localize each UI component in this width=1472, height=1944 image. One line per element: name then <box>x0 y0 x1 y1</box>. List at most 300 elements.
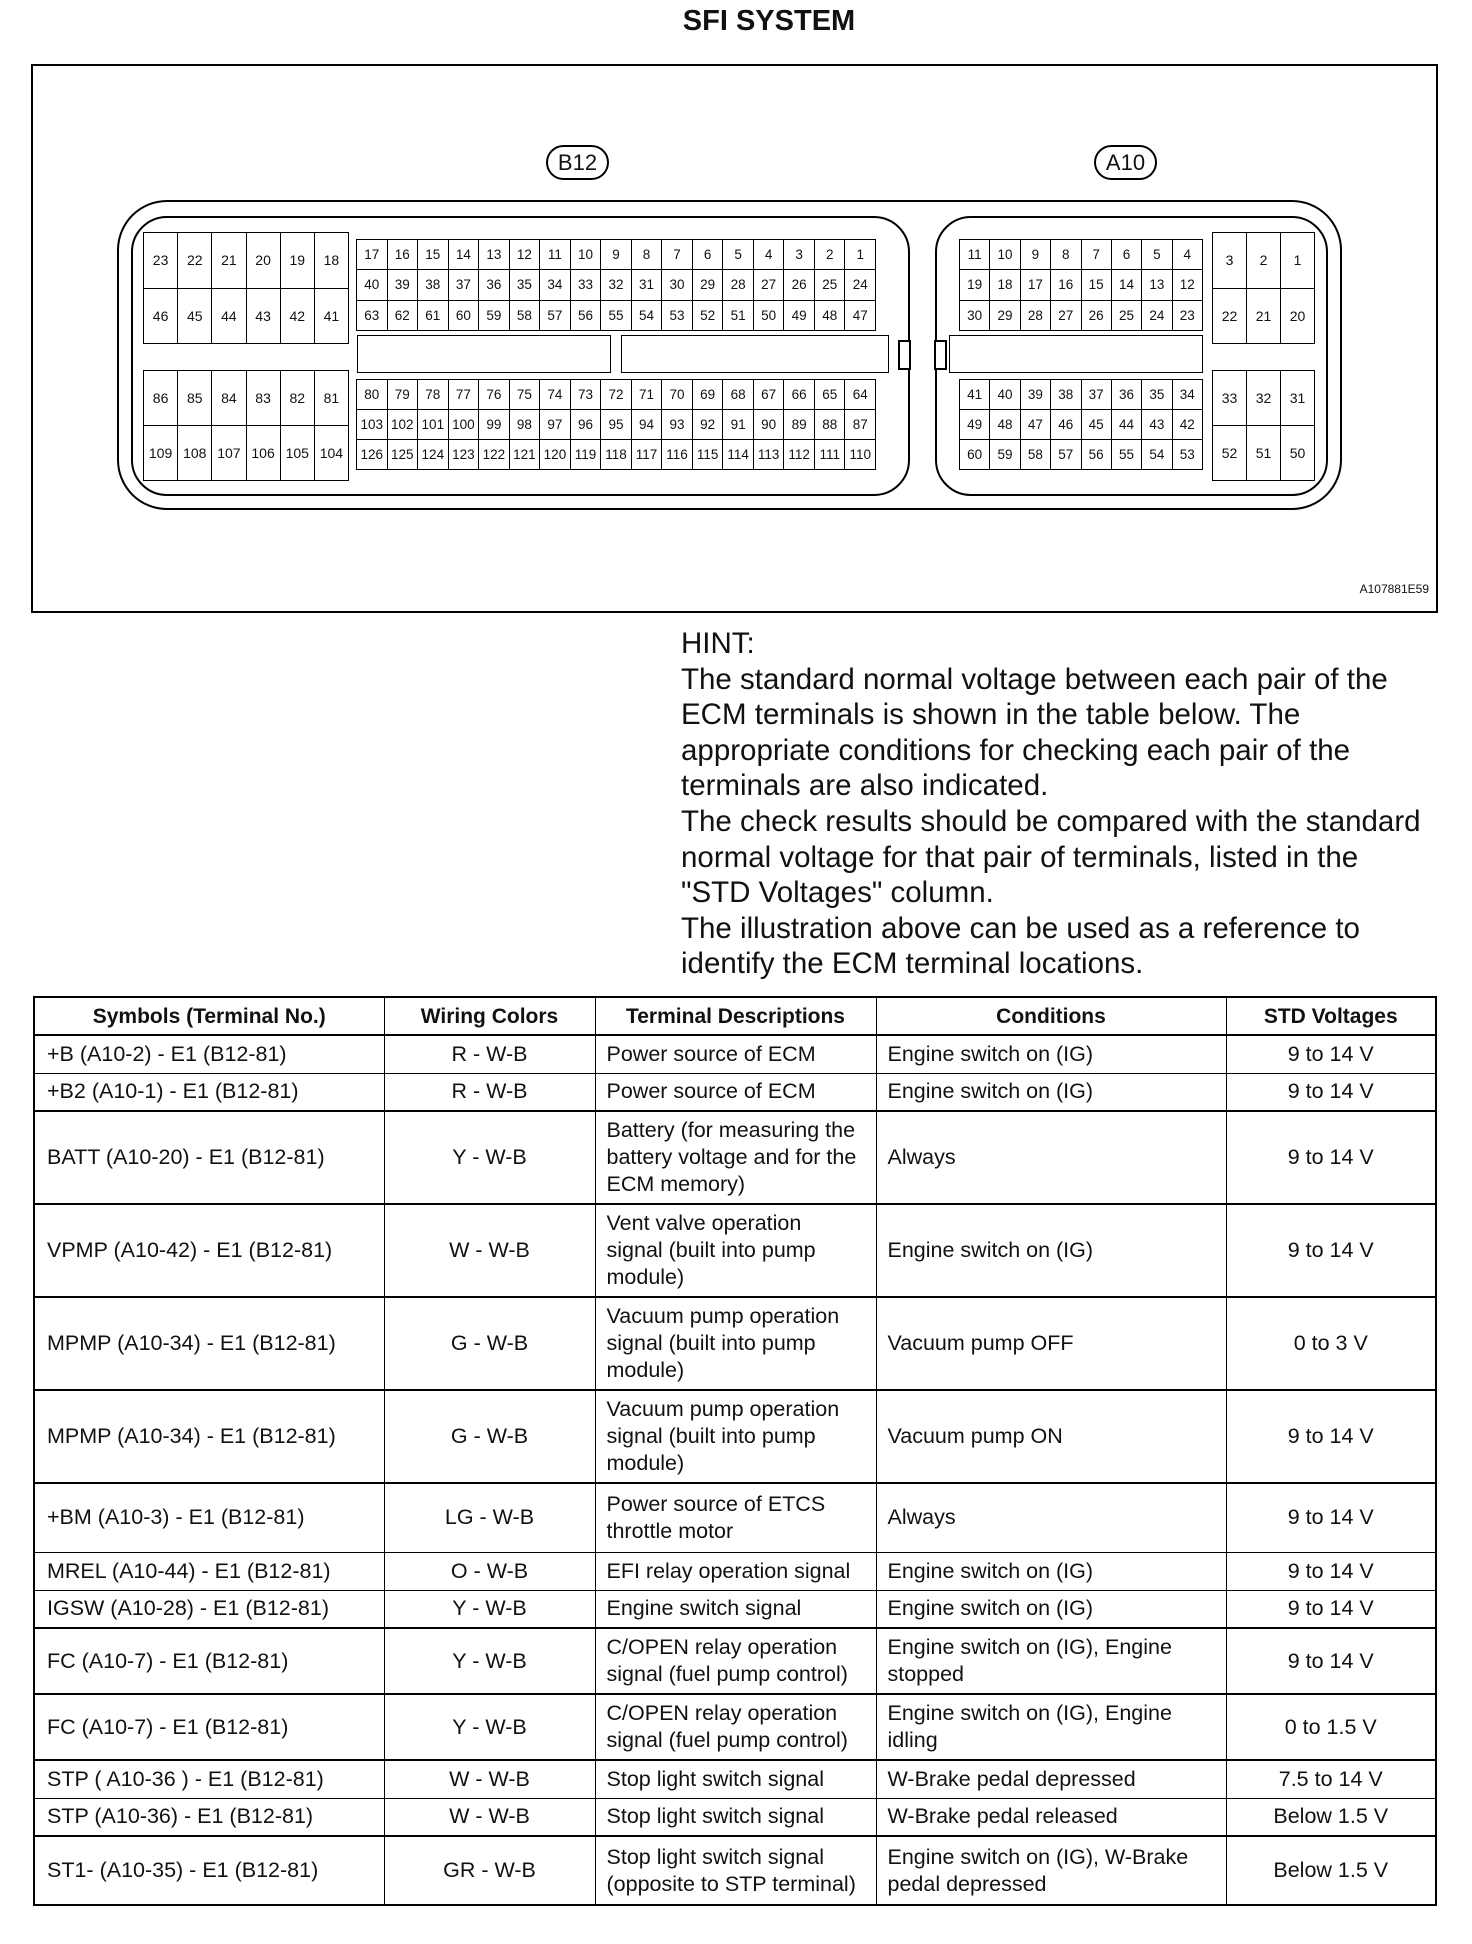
table-body <box>34 1035 1436 1905</box>
connector-label-a10: A10 <box>1094 145 1157 180</box>
pin-b12-8: 8 <box>632 240 662 269</box>
table-row <box>34 1628 1436 1694</box>
pin-a10-43: 43 <box>1142 410 1171 439</box>
pin-b12-104: 104 <box>315 426 348 480</box>
pin-b12-26: 26 <box>784 270 814 299</box>
pin-b12-48: 48 <box>815 301 845 330</box>
conditions-cell: Always <box>876 1483 1226 1552</box>
hint-line: The check results should be compared with the standard <box>681 804 1421 838</box>
pin-b12-7: 7 <box>662 240 692 269</box>
pin-b12-103: 103 <box>357 410 387 439</box>
wiring-colors-cell: O - W-B <box>384 1552 595 1590</box>
hint-line: identify the ECM terminal locations. <box>681 947 1144 981</box>
std-voltages-cell: 9 to 14 V <box>1226 1035 1436 1073</box>
std-voltages-cell: 7.5 to 14 V <box>1226 1760 1436 1798</box>
pin-a10-17: 17 <box>1021 270 1050 299</box>
wiring-colors-cell: R - W-B <box>384 1073 595 1111</box>
terminal-description-cell: C/OPEN relay operation signal (fuel pump control) <box>595 1628 876 1694</box>
terminal-symbols-cell: ST1- (A10-35) - E1 (B12-81) <box>34 1836 384 1905</box>
terminal-description-cell: Stop light switch signal <box>595 1760 876 1798</box>
pin-a10-52: 52 <box>1213 426 1246 480</box>
pin-b12-15: 15 <box>418 240 448 269</box>
pin-b12-99: 99 <box>479 410 509 439</box>
conditions-cell: Vacuum pump OFF <box>876 1297 1226 1390</box>
pin-a10-22: 22 <box>1213 289 1246 344</box>
pin-b12-58: 58 <box>510 301 540 330</box>
pin-b12-102: 102 <box>388 410 418 439</box>
pin-a10-39: 39 <box>1021 380 1050 409</box>
pin-b12-1: 1 <box>845 240 875 269</box>
pin-b12-75: 75 <box>510 380 540 409</box>
a10-lower-main-pin-block <box>959 379 1203 470</box>
pin-b12-92: 92 <box>693 410 723 439</box>
std-voltages-cell: 9 to 14 V <box>1226 1628 1436 1694</box>
terminal-symbols-cell: +B (A10-2) - E1 (B12-81) <box>34 1035 384 1073</box>
pin-b12-23: 23 <box>144 233 177 288</box>
b12-lower-side-pin-block <box>143 370 349 481</box>
table-header-row <box>34 997 1436 1035</box>
pin-a10-57: 57 <box>1051 440 1080 469</box>
pin-b12-95: 95 <box>601 410 631 439</box>
pin-a10-12: 12 <box>1173 270 1202 299</box>
hint-line: appropriate conditions for checking each pair of the <box>681 733 1351 767</box>
terminal-description-cell: Engine switch signal <box>595 1590 876 1628</box>
a10-upper-side-pin-block <box>1212 232 1315 344</box>
pin-a10-19: 19 <box>960 270 989 299</box>
connector-label-b12: B12 <box>546 145 609 180</box>
pin-b12-16: 16 <box>388 240 418 269</box>
std-voltages-cell: 0 to 1.5 V <box>1226 1694 1436 1760</box>
pin-b12-84: 84 <box>212 371 245 425</box>
pin-a10-59: 59 <box>990 440 1019 469</box>
table-row <box>34 1035 1436 1073</box>
b12-upper-main-pin-block <box>356 239 876 331</box>
hint-line: normal voltage for that pair of terminals, listed in the <box>681 840 1359 874</box>
pin-b12-68: 68 <box>723 380 753 409</box>
terminal-description-cell: Vacuum pump operation signal (built into pump module) <box>595 1390 876 1483</box>
pin-a10-2: 2 <box>1247 233 1280 288</box>
pin-b12-69: 69 <box>693 380 723 409</box>
pin-a10-46: 46 <box>1051 410 1080 439</box>
pin-b12-31: 31 <box>632 270 662 299</box>
pin-b12-120: 120 <box>540 440 570 469</box>
header-std-voltages: STD Voltages <box>1226 997 1436 1035</box>
pin-a10-55: 55 <box>1112 440 1141 469</box>
conditions-cell: Engine switch on (IG), W-Brake pedal depressed <box>876 1836 1226 1905</box>
pin-b12-67: 67 <box>754 380 784 409</box>
pin-b12-122: 122 <box>479 440 509 469</box>
table-row <box>34 1204 1436 1297</box>
pin-b12-64: 64 <box>845 380 875 409</box>
wiring-colors-cell: Y - W-B <box>384 1628 595 1694</box>
ecm-terminal-voltage-table <box>33 996 1437 1906</box>
pin-b12-73: 73 <box>571 380 601 409</box>
pin-b12-74: 74 <box>540 380 570 409</box>
wiring-colors-cell: W - W-B <box>384 1798 595 1836</box>
page-title: SFI SYSTEM <box>682 5 856 37</box>
pin-b12-43: 43 <box>247 289 280 344</box>
pin-a10-4: 4 <box>1173 240 1202 269</box>
pin-b12-42: 42 <box>281 289 314 344</box>
std-voltages-cell: 9 to 14 V <box>1226 1552 1436 1590</box>
pin-b12-49: 49 <box>784 301 814 330</box>
pin-b12-87: 87 <box>845 410 875 439</box>
terminal-symbols-cell: +BM (A10-3) - E1 (B12-81) <box>34 1483 384 1552</box>
pin-a10-49: 49 <box>960 410 989 439</box>
pin-b12-35: 35 <box>510 270 540 299</box>
pin-a10-31: 31 <box>1281 371 1314 425</box>
pin-b12-39: 39 <box>388 270 418 299</box>
pin-a10-42: 42 <box>1173 410 1202 439</box>
pin-b12-77: 77 <box>449 380 479 409</box>
pin-a10-7: 7 <box>1082 240 1111 269</box>
pin-a10-13: 13 <box>1142 270 1171 299</box>
pin-b12-62: 62 <box>388 301 418 330</box>
wiring-colors-cell: R - W-B <box>384 1035 595 1073</box>
conditions-cell: Engine switch on (IG) <box>876 1073 1226 1111</box>
pin-a10-28: 28 <box>1021 301 1050 330</box>
connector-a10-latch-notch <box>934 340 947 370</box>
pin-b12-19: 19 <box>281 233 314 288</box>
pin-b12-38: 38 <box>418 270 448 299</box>
pin-a10-23: 23 <box>1173 301 1202 330</box>
pin-b12-88: 88 <box>815 410 845 439</box>
terminal-symbols-cell: FC (A10-7) - E1 (B12-81) <box>34 1628 384 1694</box>
connector-a10-guide-slot <box>949 335 1203 373</box>
conditions-cell: Engine switch on (IG) <box>876 1204 1226 1297</box>
pin-a10-24: 24 <box>1142 301 1171 330</box>
wiring-colors-cell: Y - W-B <box>384 1111 595 1204</box>
pin-b12-13: 13 <box>479 240 509 269</box>
pin-a10-15: 15 <box>1082 270 1111 299</box>
pin-b12-10: 10 <box>571 240 601 269</box>
wiring-colors-cell: Y - W-B <box>384 1694 595 1760</box>
pin-b12-96: 96 <box>571 410 601 439</box>
pin-a10-54: 54 <box>1142 440 1171 469</box>
std-voltages-cell: 9 to 14 V <box>1226 1204 1436 1297</box>
pin-b12-29: 29 <box>693 270 723 299</box>
pin-b12-89: 89 <box>784 410 814 439</box>
table-header <box>34 997 1436 1035</box>
conditions-cell: W-Brake pedal depressed <box>876 1760 1226 1798</box>
pin-a10-36: 36 <box>1112 380 1141 409</box>
pin-b12-123: 123 <box>449 440 479 469</box>
wiring-colors-cell: LG - W-B <box>384 1483 595 1552</box>
hint-block <box>681 626 1421 982</box>
wiring-colors-cell: G - W-B <box>384 1390 595 1483</box>
conditions-cell: Vacuum pump ON <box>876 1390 1226 1483</box>
connector-b12-latch-notch <box>898 340 911 370</box>
pin-b12-14: 14 <box>449 240 479 269</box>
terminal-description-cell: Power source of ECM <box>595 1035 876 1073</box>
pin-b12-63: 63 <box>357 301 387 330</box>
pin-a10-38: 38 <box>1051 380 1080 409</box>
pin-a10-20: 20 <box>1281 289 1314 344</box>
std-voltages-cell: Below 1.5 V <box>1226 1798 1436 1836</box>
pin-a10-21: 21 <box>1247 289 1280 344</box>
pin-b12-46: 46 <box>144 289 177 344</box>
pin-a10-34: 34 <box>1173 380 1202 409</box>
figure-code: A107881E59 <box>1359 582 1429 596</box>
hint-line: The illustration above can be used as a reference to <box>681 911 1360 945</box>
hint-line: ECM terminals is shown in the table below. The <box>681 698 1301 732</box>
pin-b12-11: 11 <box>540 240 570 269</box>
pin-b12-18: 18 <box>315 233 348 288</box>
pin-a10-44: 44 <box>1112 410 1141 439</box>
pin-a10-1: 1 <box>1281 233 1314 288</box>
std-voltages-cell: 9 to 14 V <box>1226 1111 1436 1204</box>
pin-b12-114: 114 <box>723 440 753 469</box>
pin-b12-100: 100 <box>449 410 479 439</box>
pin-a10-18: 18 <box>990 270 1019 299</box>
pin-b12-115: 115 <box>693 440 723 469</box>
pin-b12-27: 27 <box>754 270 784 299</box>
pin-b12-98: 98 <box>510 410 540 439</box>
pin-b12-44: 44 <box>212 289 245 344</box>
pin-b12-91: 91 <box>723 410 753 439</box>
pin-b12-32: 32 <box>601 270 631 299</box>
pin-b12-81: 81 <box>315 371 348 425</box>
std-voltages-cell: 9 to 14 V <box>1226 1483 1436 1552</box>
pin-b12-4: 4 <box>754 240 784 269</box>
table-row <box>34 1694 1436 1760</box>
terminal-symbols-cell: MPMP (A10-34) - E1 (B12-81) <box>34 1390 384 1483</box>
pin-b12-111: 111 <box>815 440 845 469</box>
pin-b12-52: 52 <box>693 301 723 330</box>
pin-b12-65: 65 <box>815 380 845 409</box>
pin-a10-37: 37 <box>1082 380 1111 409</box>
pin-b12-56: 56 <box>571 301 601 330</box>
wiring-colors-cell: G - W-B <box>384 1297 595 1390</box>
pin-a10-5: 5 <box>1142 240 1171 269</box>
terminal-description-cell: Vacuum pump operation signal (built into pump module) <box>595 1297 876 1390</box>
table-row <box>34 1798 1436 1836</box>
pin-a10-53: 53 <box>1173 440 1202 469</box>
pin-a10-11: 11 <box>960 240 989 269</box>
pin-a10-40: 40 <box>990 380 1019 409</box>
header-symbols: Symbols (Terminal No.) <box>34 997 384 1035</box>
terminal-symbols-cell: BATT (A10-20) - E1 (B12-81) <box>34 1111 384 1204</box>
pin-b12-47: 47 <box>845 301 875 330</box>
b12-upper-side-pin-block <box>143 232 349 344</box>
pin-b12-53: 53 <box>662 301 692 330</box>
pin-b12-21: 21 <box>212 233 245 288</box>
pin-b12-76: 76 <box>479 380 509 409</box>
hint-heading: HINT: <box>681 627 755 660</box>
pin-b12-54: 54 <box>632 301 662 330</box>
terminal-description-cell: Vent valve operation signal (built into pump module) <box>595 1204 876 1297</box>
connector-b12-guide-slot <box>621 335 889 373</box>
pin-b12-106: 106 <box>247 426 280 480</box>
pin-b12-28: 28 <box>723 270 753 299</box>
std-voltages-cell: Below 1.5 V <box>1226 1836 1436 1905</box>
terminal-symbols-cell: MREL (A10-44) - E1 (B12-81) <box>34 1552 384 1590</box>
pin-b12-105: 105 <box>281 426 314 480</box>
pin-b12-2: 2 <box>815 240 845 269</box>
pin-a10-50: 50 <box>1281 426 1314 480</box>
conditions-cell: Engine switch on (IG) <box>876 1035 1226 1073</box>
wiring-colors-cell: GR - W-B <box>384 1836 595 1905</box>
pin-b12-70: 70 <box>662 380 692 409</box>
conditions-cell: Engine switch on (IG) <box>876 1552 1226 1590</box>
table-row <box>34 1590 1436 1628</box>
conditions-cell: Engine switch on (IG) <box>876 1590 1226 1628</box>
pin-b12-82: 82 <box>281 371 314 425</box>
terminal-description-cell: Stop light switch signal <box>595 1798 876 1836</box>
table-row <box>34 1483 1436 1552</box>
pin-b12-33: 33 <box>571 270 601 299</box>
pin-b12-86: 86 <box>144 371 177 425</box>
pin-b12-97: 97 <box>540 410 570 439</box>
pin-a10-29: 29 <box>990 301 1019 330</box>
std-voltages-cell: 9 to 14 V <box>1226 1590 1436 1628</box>
pin-b12-5: 5 <box>723 240 753 269</box>
pin-a10-33: 33 <box>1213 371 1246 425</box>
pin-b12-125: 125 <box>388 440 418 469</box>
pin-b12-17: 17 <box>357 240 387 269</box>
pin-a10-27: 27 <box>1051 301 1080 330</box>
pin-b12-107: 107 <box>212 426 245 480</box>
pin-a10-45: 45 <box>1082 410 1111 439</box>
pin-b12-113: 113 <box>754 440 784 469</box>
pin-b12-61: 61 <box>418 301 448 330</box>
terminal-description-cell: EFI relay operation signal <box>595 1552 876 1590</box>
header-conditions: Conditions <box>876 997 1226 1035</box>
pin-b12-40: 40 <box>357 270 387 299</box>
pin-b12-66: 66 <box>784 380 814 409</box>
wiring-colors-cell: W - W-B <box>384 1204 595 1297</box>
pin-b12-30: 30 <box>662 270 692 299</box>
table-row <box>34 1760 1436 1798</box>
pin-a10-51: 51 <box>1247 426 1280 480</box>
terminal-symbols-cell: VPMP (A10-42) - E1 (B12-81) <box>34 1204 384 1297</box>
pin-b12-34: 34 <box>540 270 570 299</box>
hint-line: "STD Voltages" column. <box>681 876 994 910</box>
pin-a10-56: 56 <box>1082 440 1111 469</box>
table-row <box>34 1390 1436 1483</box>
conditions-cell: W-Brake pedal released <box>876 1798 1226 1836</box>
pin-b12-45: 45 <box>178 289 211 344</box>
pin-b12-9: 9 <box>601 240 631 269</box>
terminal-symbols-cell: +B2 (A10-1) - E1 (B12-81) <box>34 1073 384 1111</box>
pin-b12-20: 20 <box>247 233 280 288</box>
pin-b12-59: 59 <box>479 301 509 330</box>
pin-b12-121: 121 <box>510 440 540 469</box>
hint-line: terminals are also indicated. <box>681 769 1049 803</box>
pin-b12-119: 119 <box>571 440 601 469</box>
conditions-cell: Engine switch on (IG), Engine idling <box>876 1694 1226 1760</box>
pin-b12-78: 78 <box>418 380 448 409</box>
table-row <box>34 1552 1436 1590</box>
table-row <box>34 1073 1436 1111</box>
terminal-description-cell: Battery (for measuring the battery voltage and for the ECM memory) <box>595 1111 876 1204</box>
terminal-symbols-cell: IGSW (A10-28) - E1 (B12-81) <box>34 1590 384 1628</box>
terminal-description-cell: C/OPEN relay operation signal (fuel pump control) <box>595 1694 876 1760</box>
pin-b12-57: 57 <box>540 301 570 330</box>
pin-b12-24: 24 <box>845 270 875 299</box>
pin-b12-116: 116 <box>662 440 692 469</box>
pin-b12-6: 6 <box>693 240 723 269</box>
pin-a10-16: 16 <box>1051 270 1080 299</box>
pin-a10-35: 35 <box>1142 380 1171 409</box>
terminal-symbols-cell: MPMP (A10-34) - E1 (B12-81) <box>34 1297 384 1390</box>
pin-b12-79: 79 <box>388 380 418 409</box>
std-voltages-cell: 0 to 3 V <box>1226 1297 1436 1390</box>
pin-b12-22: 22 <box>178 233 211 288</box>
pin-b12-80: 80 <box>357 380 387 409</box>
pin-b12-3: 3 <box>784 240 814 269</box>
connector-b12-guide-slot <box>357 335 611 373</box>
terminal-description-cell: Power source of ETCS throttle motor <box>595 1483 876 1552</box>
pin-a10-26: 26 <box>1082 301 1111 330</box>
b12-lower-main-pin-block <box>356 379 876 470</box>
pin-b12-51: 51 <box>723 301 753 330</box>
pin-b12-112: 112 <box>784 440 814 469</box>
pin-b12-25: 25 <box>815 270 845 299</box>
pin-b12-55: 55 <box>601 301 631 330</box>
header-terminal-descriptions: Terminal Descriptions <box>595 997 876 1035</box>
conditions-cell: Engine switch on (IG), Engine stopped <box>876 1628 1226 1694</box>
pin-b12-94: 94 <box>632 410 662 439</box>
pin-a10-47: 47 <box>1021 410 1050 439</box>
hint-line: The standard normal voltage between each pair of the <box>681 662 1388 696</box>
pin-b12-71: 71 <box>632 380 662 409</box>
pin-b12-37: 37 <box>449 270 479 299</box>
terminal-description-cell: Power source of ECM <box>595 1073 876 1111</box>
pin-b12-101: 101 <box>418 410 448 439</box>
a10-upper-main-pin-block <box>959 239 1203 331</box>
pin-a10-48: 48 <box>990 410 1019 439</box>
terminal-symbols-cell: STP (A10-36) - E1 (B12-81) <box>34 1798 384 1836</box>
table-row <box>34 1836 1436 1905</box>
table-row <box>34 1297 1436 1390</box>
table-row <box>34 1111 1436 1204</box>
pin-b12-12: 12 <box>510 240 540 269</box>
pin-b12-118: 118 <box>601 440 631 469</box>
header-wiring-colors: Wiring Colors <box>384 997 595 1035</box>
pin-a10-6: 6 <box>1112 240 1141 269</box>
pin-b12-93: 93 <box>662 410 692 439</box>
pin-b12-85: 85 <box>178 371 211 425</box>
std-voltages-cell: 9 to 14 V <box>1226 1390 1436 1483</box>
conditions-cell: Always <box>876 1111 1226 1204</box>
pin-a10-14: 14 <box>1112 270 1141 299</box>
pin-b12-36: 36 <box>479 270 509 299</box>
pin-a10-10: 10 <box>990 240 1019 269</box>
pin-b12-110: 110 <box>845 440 875 469</box>
pin-a10-25: 25 <box>1112 301 1141 330</box>
pin-b12-41: 41 <box>315 289 348 344</box>
pin-a10-32: 32 <box>1247 371 1280 425</box>
pin-a10-8: 8 <box>1051 240 1080 269</box>
wiring-colors-cell: W - W-B <box>384 1760 595 1798</box>
pin-b12-90: 90 <box>754 410 784 439</box>
wiring-colors-cell: Y - W-B <box>384 1590 595 1628</box>
pin-b12-117: 117 <box>632 440 662 469</box>
pin-b12-108: 108 <box>178 426 211 480</box>
terminal-symbols-cell: FC (A10-7) - E1 (B12-81) <box>34 1694 384 1760</box>
pin-a10-60: 60 <box>960 440 989 469</box>
pin-b12-72: 72 <box>601 380 631 409</box>
pin-a10-3: 3 <box>1213 233 1246 288</box>
pin-b12-124: 124 <box>418 440 448 469</box>
pin-b12-60: 60 <box>449 301 479 330</box>
terminal-symbols-cell: STP ( A10-36 ) - E1 (B12-81) <box>34 1760 384 1798</box>
a10-lower-side-pin-block <box>1212 370 1315 481</box>
pin-a10-58: 58 <box>1021 440 1050 469</box>
terminal-description-cell: Stop light switch signal (opposite to STP terminal) <box>595 1836 876 1905</box>
pin-b12-109: 109 <box>144 426 177 480</box>
